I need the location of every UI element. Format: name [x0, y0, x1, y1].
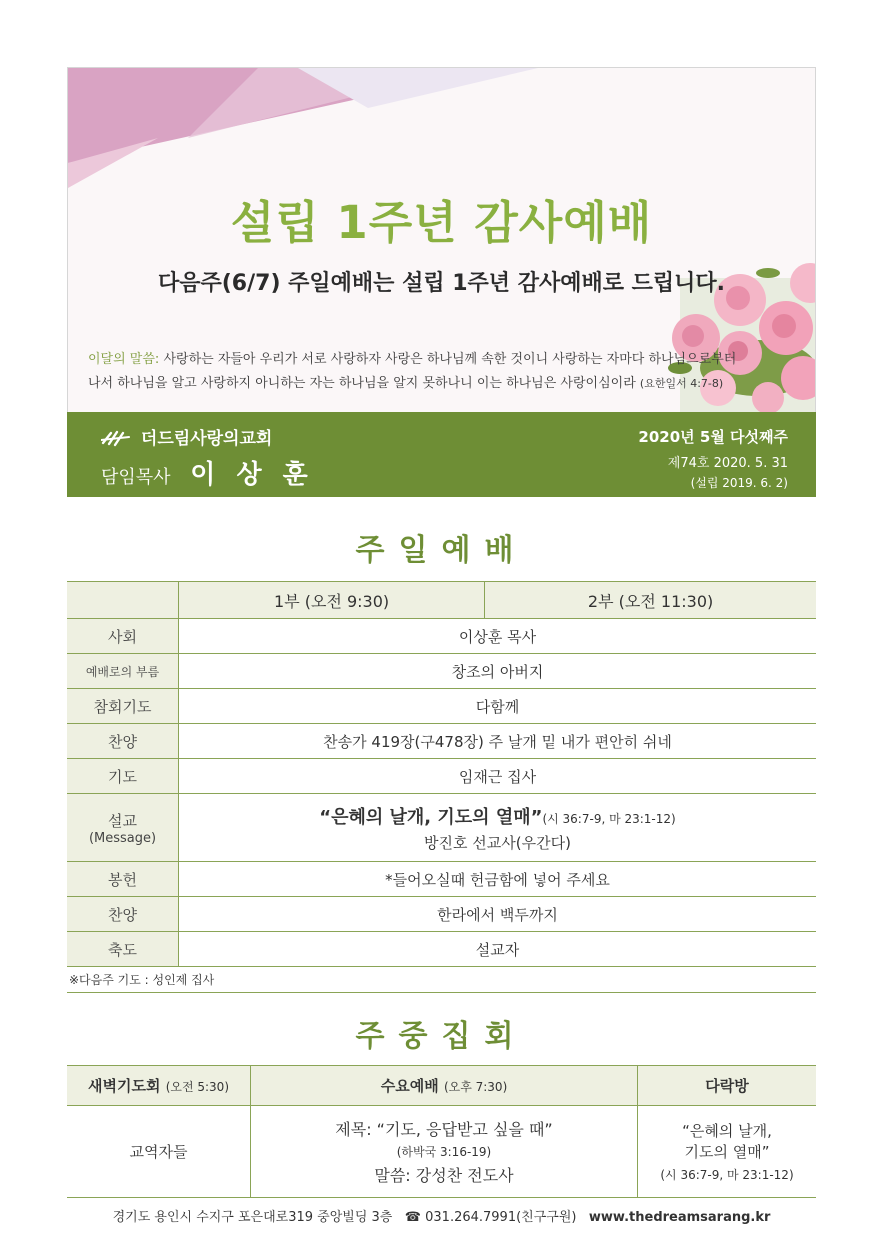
darak-title-2: 기도의 열매”: [684, 1143, 770, 1161]
table-row: [67, 794, 816, 862]
weekly-meetings-table: [67, 1065, 816, 1198]
website-link[interactable]: www.thedreamsarang.kr: [588, 1210, 771, 1225]
row-value: 찬송가 419장(구478장) 주 날개 밑 내가 편안히 쉬네: [179, 724, 817, 759]
pastor-block: [101, 454, 314, 491]
bulletin-sheet: [67, 67, 816, 1225]
phone-icon: ☎: [404, 1210, 421, 1225]
row-label: 기도: [67, 759, 179, 794]
table-row: [67, 619, 816, 654]
table-row: [67, 724, 816, 759]
darak-content: [638, 1106, 817, 1198]
row-value: 다함께: [179, 689, 817, 724]
sermon-title: “은혜의 날개, 기도의 열매”: [319, 806, 543, 828]
pastor-name: 이 상 훈: [190, 460, 314, 490]
verse-label: 이달의 말씀:: [88, 352, 160, 367]
church-name: 더드림사랑의교회: [140, 429, 273, 449]
row-label: 봉헌: [67, 862, 179, 897]
darak-title-1: “은혜의 날개,: [682, 1122, 772, 1140]
row-value: *들어오실때 헌금함에 넣어 주세요: [179, 862, 817, 897]
table-row: [67, 759, 816, 794]
wednesday-header: 수요예배 (오후 7:30): [251, 1066, 638, 1106]
row-label: 찬양: [67, 897, 179, 932]
verse-line-1: 사랑하는 자들아 우리가 서로 사랑하자 사랑은 하나님께 속한 것이니 사랑하는 자마다 하나님으로부터: [163, 352, 737, 367]
wednesday-reference: (하박국 3:16-19): [396, 1145, 492, 1159]
sermon-label: 설교: [108, 811, 137, 830]
row-value: 임재근 집사: [179, 759, 817, 794]
footer: [67, 1206, 816, 1225]
sunday-service-title: 주일예배: [355, 533, 528, 568]
next-week-note: ※다음주 기도 : 성인제 집사: [67, 967, 816, 993]
corner-cell: [67, 582, 179, 619]
wednesday-speaker: 말씀: 강성찬 전도사: [374, 1166, 514, 1185]
second-service-header: 2부 (오전 11:30): [485, 582, 816, 619]
dawn-content: 교역자들: [67, 1106, 251, 1198]
subtitle: 다음주(6/7) 주일예배는 설립 1주년 감사예배로 드립니다.: [157, 271, 725, 296]
table-row: [67, 897, 816, 932]
row-value: 한라에서 백두까지: [179, 897, 817, 932]
sunday-service-table: [67, 581, 816, 967]
row-label: 사회: [67, 619, 179, 654]
row-label: [67, 794, 179, 862]
weekly-meetings-title: 주중집회: [355, 1019, 528, 1054]
dawn-header: 새벽기도회 (오전 5:30): [67, 1066, 251, 1106]
verse-line-2: 나서 하나님을 알고 사랑하지 아니하는 자는 하나님을 알지 못하나니 이는 하나님은 사랑이심이라: [88, 376, 636, 391]
issue-week: 2020년 5월 다섯째주: [638, 428, 788, 446]
issue-number: 제74호 2020. 5. 31: [667, 456, 788, 471]
issue-info: [638, 426, 788, 491]
row-value: 창조의 아버지: [179, 654, 817, 689]
row-label: 예배로의 부름: [67, 654, 179, 689]
address: 경기도 용인시 수지구 포은대로319 중앙빌딩 3층: [112, 1210, 393, 1225]
row-label: 찬양: [67, 724, 179, 759]
sermon-reference: (시 36:7-9, 마 23:1-12): [542, 811, 676, 826]
main-title: 설립 1주년 감사예배: [230, 196, 653, 249]
phone: 031.264.7991(친구구원): [425, 1210, 577, 1225]
sermon-label-en: (Message): [88, 830, 157, 846]
wednesday-content: [251, 1106, 638, 1198]
preacher: 방진호 선교사(우간다): [424, 833, 571, 852]
table-header-row: [67, 1066, 816, 1106]
table-row: [67, 1106, 816, 1198]
church-name-block: [101, 424, 272, 449]
row-value: 이상훈 목사: [179, 619, 817, 654]
table-row: [67, 654, 816, 689]
monthly-verse: [88, 348, 803, 396]
row-value: 설교자: [179, 932, 817, 967]
darak-reference: (시 36:7-9, 마 23:1-12): [660, 1168, 794, 1182]
row-label: 축도: [67, 932, 179, 967]
established-date: (설립 2019. 6. 2): [690, 476, 788, 490]
pastor-label: 담임목사: [101, 467, 171, 488]
sermon-cell: [179, 794, 817, 862]
table-row: [67, 862, 816, 897]
table-row: [67, 932, 816, 967]
row-label: 참회기도: [67, 689, 179, 724]
table-row: [67, 689, 816, 724]
church-logo-icon: [101, 429, 131, 447]
church-header-bar: [67, 412, 816, 497]
first-service-header: 1부 (오전 9:30): [179, 582, 485, 619]
banner: [67, 67, 816, 412]
darak-header: 다락방: [638, 1066, 817, 1106]
verse-reference: (요한일서 4:7-8): [639, 377, 724, 390]
wednesday-title: 제목: “기도, 응답받고 싶을 때”: [335, 1120, 553, 1139]
table-header-row: [67, 582, 816, 619]
